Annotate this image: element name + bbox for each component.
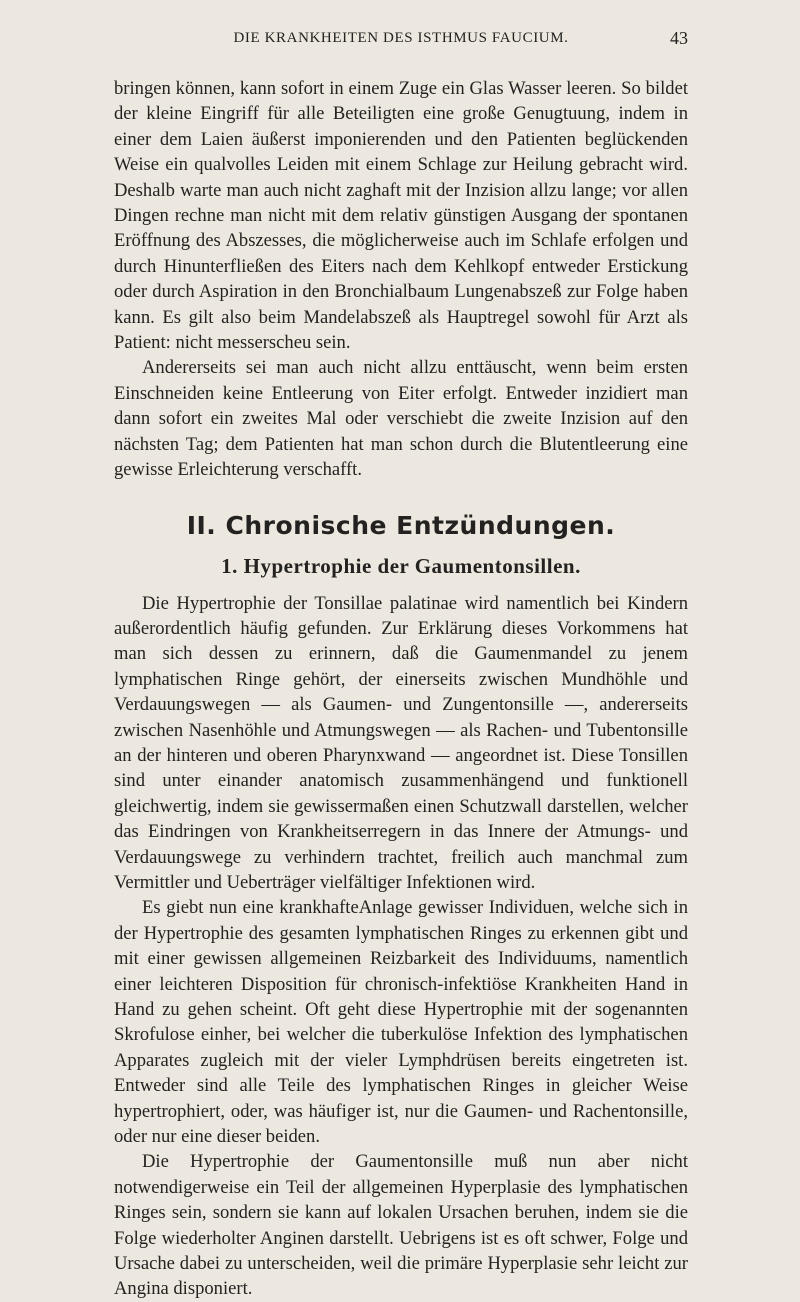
body-paragraph: Es giebt nun eine krankhafteAnlage gewisser Individuen, welche sich in der Hypertrophie des gesamten lymphatischen Ringes zu erkennen gibt und mit einer gewissen allgemeinen Reizbarkeit des Individuums, namentlich einer leichteren Disposition für chronisch-infektiöse Krankheiten Hand in Hand zu gehen scheint. Oft geht diese Hypertrophie mit der sogenannten Skrofulose einher, bei welcher die tuberkulöse Infektion des lymphatischen Apparates zugleich mit der vieler Lymphdrüsen bereits eingetreten ist. Entweder sind alle Teile des lymphatischen Ringes in gleicher Weise hypertrophiert, oder, was häufiger ist, nur die Gaumen- und Rachentonsille, oder nur eine dieser beiden. — [114, 897, 688, 1148]
section-heading: II. Chronische Entzündungen. — [186, 510, 616, 540]
body-paragraph: bringen können, kann sofort in einem Zuge ein Glas Wasser leeren. So bildet der kleine Eingriff für alle Beteiligten eine große Genugtuung, indem in einer dem Laien äußerst imponierenden und den Patienten beglückenden Weise ein qualvolles Leiden mit einem Schlage zur Heilung gebracht wird. Deshalb warte man auch nicht zaghaft mit der Inzision allzu lange; vor allen Dingen rechne man nicht mit dem relativ günstigen Ausgang der spontanen Eröffnung des Abszesses, die möglicherweise auch im Schlafe erfolgen und durch Hinunterfließen des Eiters nach dem Kehlkopf entweder Erstickung oder durch Aspiration in den Bronchialbaum Lungenabszeß zur Folge haben kann. Es gilt also beim Mandelabszeß als Hauptregel sowohl für Arzt als Patient: nicht messerscheu sein. — [114, 78, 688, 354]
body-paragraph: Die Hypertrophie der Tonsillae palatinae wird namentlich bei Kindern außerordentlich häufig gefunden. Zur Erklärung dieses Vorkommens hat man sich dessen zu erinnern, daß die Gaumenmandel zu jenem lymphatischen Ringe gehört, der einerseits zwischen Mundhöhle und Verdauungswegen — als Gaumen- und Zungentonsille —, andererseits zwischen Nasenhöhle und Atmungswegen — als Rachen- und Tubentonsille an der hinteren und oberen Pharynxwand — angeordnet ist. Diese Tonsillen sind unter einander anatomisch zusammenhängend und funktionell gleichwertig, indem sie gewissermaßen einen Schutzwall darstellen, welcher das Eindringen von Krankheitserregern in das Innere der Atmungs- und Verdauungswege zu verhindern trachtet, freilich auch manchmal zum Vermittler und Ueberträger vielfältiger Infektionen wird. — [114, 592, 688, 893]
subsection-heading: 1. Hypertrophie der Gaumentonsillen. — [221, 553, 581, 578]
running-title: DIE KRANKHEITEN DES ISTHMUS FAUCIUM. — [233, 30, 569, 46]
body-paragraph: Andererseits sei man auch nicht allzu enttäuscht, wenn beim ersten Einschneiden keine Entleerung von Eiter erfolgt. Entweder inzidiert man dann sofort ein zweites Mal oder verschiebt die zweite Inzision auf den nächsten Tag; dem Patienten hat man schon durch die Blutentleerung eine gewisse Erleichterung verschafft. — [114, 357, 688, 481]
running-header — [114, 28, 688, 64]
body-paragraph: Die Hypertrophie der Gaumentonsille muß nun aber nicht notwendigerweise ein Teil der allgemeinen Hyperplasie des lymphatischen Ringes sein, sondern sie kann auf lokalen Ursachen beruhen, indem sie die Folge wiederholter Anginen darstellt. Uebrigens ist es oft schwer, Folge und Ursache dabei zu unterscheiden, weil die primäre Hyperplasie sehr leicht zur Angina disponiert. — [114, 1151, 688, 1300]
page-number: 43 — [670, 28, 688, 48]
